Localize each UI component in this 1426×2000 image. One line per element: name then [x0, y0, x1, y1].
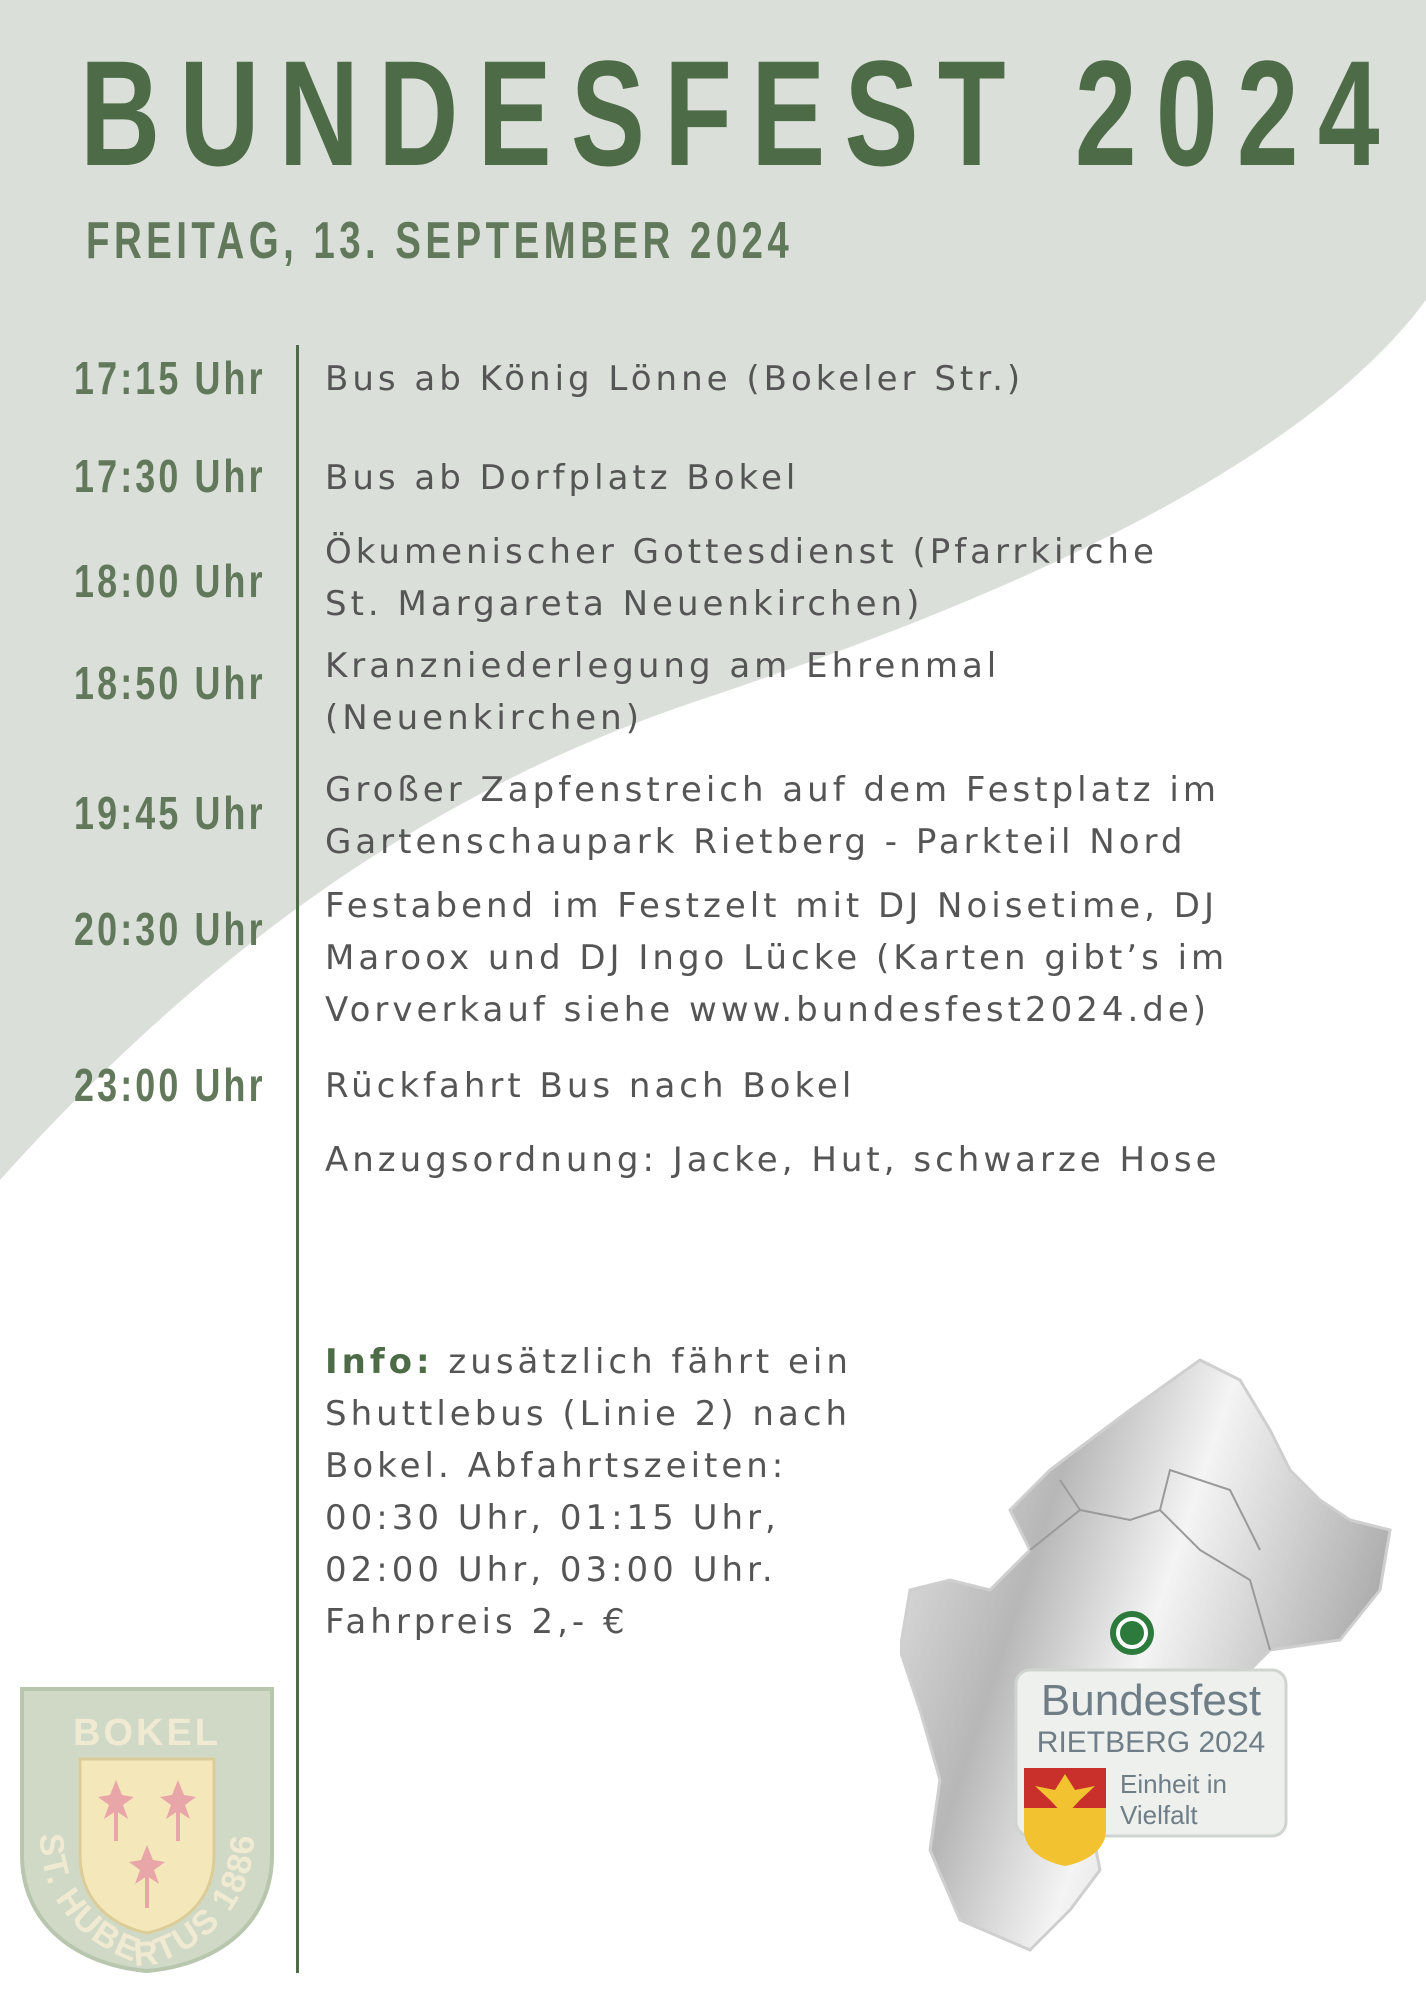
schedule-time: 20:30 Uhr: [74, 903, 266, 955]
schedule-description: Ökumenischer Gottesdienst (Pfarrkirche St. Margareta Neuenkirchen): [325, 532, 1158, 624]
dress-code: Anzugsordnung: Jacke, Hut, schwarze Hose: [325, 1140, 1221, 1180]
schedule-time: 19:45 Uhr: [74, 787, 266, 839]
club-badge-logo: [16, 1685, 278, 1975]
info-label: Info:: [325, 1342, 434, 1382]
schedule-time: 18:50 Uhr: [74, 657, 266, 709]
svg-text:ST. HUBERTUS 1886: ST. HUBERTUS 1886: [31, 1831, 263, 1974]
timeline-divider: [296, 345, 299, 1973]
shuttle-info: Info: zusätzlich fährt ein Shuttlebus (Linie 2) nach Bokel. Abfahrtszeiten: 00:30 Uhr, 01:15 Uhr, 02:00 Uhr, 03:00 Uhr. Fahrpreis 2,- €: [325, 1342, 852, 1642]
rietberg-coat-of-arms-icon: [1024, 1768, 1106, 1866]
schedule-description: Großer Zapfenstreich auf dem Festplatz im Gartenschaupark Rietberg - Parkteil Nord: [325, 770, 1220, 862]
schedule-time: 18:00 Uhr: [74, 555, 266, 607]
svg-text:Vielfalt: Vielfalt: [1120, 1800, 1198, 1830]
schedule-description: Festabend im Festzelt mit DJ Noisetime, DJ Maroox und DJ Ingo Lücke (Karten gibt’s im Vorverkauf siehe www.bundesfest2024.de): [325, 886, 1229, 1030]
bundesfest-rietberg-sticker: [900, 1350, 1400, 1970]
svg-text:BOKEL: BOKEL: [73, 1712, 221, 1754]
event-date: FREITAG, 13. SEPTEMBER 2024: [86, 212, 794, 270]
schedule-description: Kranzniederlegung am Ehrenmal (Neuenkirchen): [325, 646, 1001, 738]
page-title: BUNDESFEST 2024: [80, 29, 1399, 197]
svg-text:Bundesfest: Bundesfest: [1040, 1676, 1262, 1725]
schedule-description: Bus ab Dorfplatz Bokel: [325, 458, 800, 498]
svg-text:Einheit in: Einheit in: [1120, 1769, 1227, 1799]
schedule-time: 23:00 Uhr: [74, 1059, 266, 1111]
schedule-time: 17:15 Uhr: [74, 352, 266, 404]
schedule-description: Rückfahrt Bus nach Bokel: [325, 1066, 856, 1106]
schedule-description: Bus ab König Lönne (Bokeler Str.): [325, 359, 1025, 399]
svg-text:RIETBERG 2024: RIETBERG 2024: [1036, 1726, 1266, 1759]
schedule-time: 17:30 Uhr: [74, 450, 266, 502]
